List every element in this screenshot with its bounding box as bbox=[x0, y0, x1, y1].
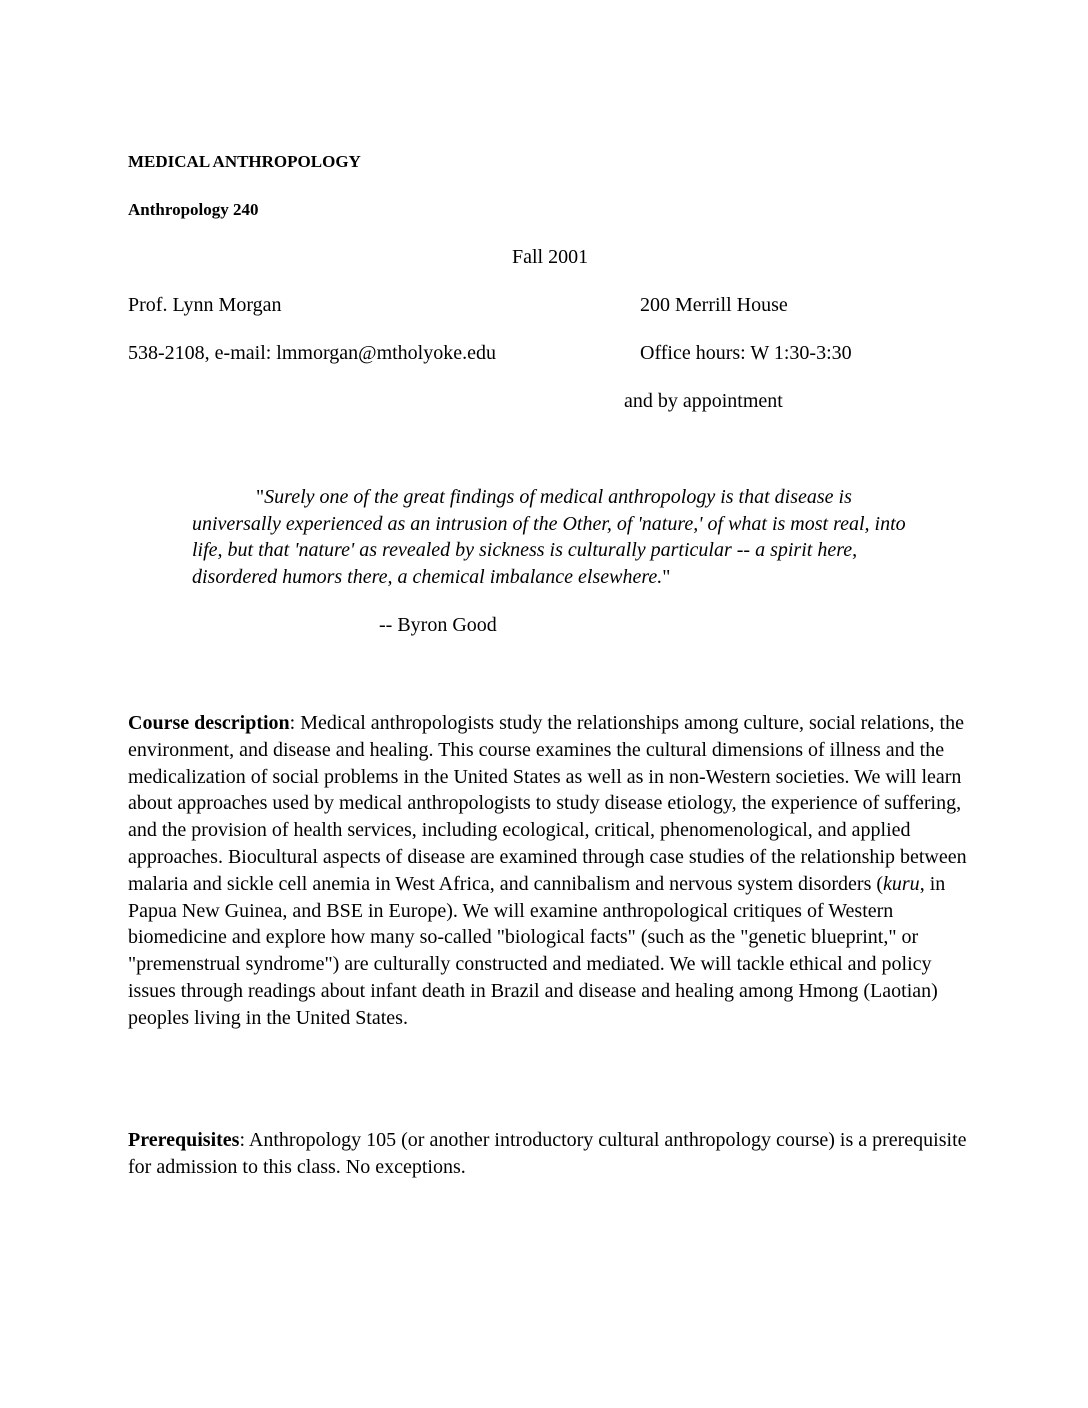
document-title: MEDICAL ANTHROPOLOGY bbox=[128, 152, 361, 171]
prerequisites-label: Prerequisites bbox=[128, 1129, 240, 1151]
phone-email: 538-2108, e-mail: lmmorgan@mtholyoke.edu bbox=[128, 342, 496, 364]
professor-name: Prof. Lynn Morgan bbox=[128, 294, 282, 316]
course-description-label: Course description bbox=[128, 712, 290, 734]
office-hours: Office hours: W 1:30-3:30 bbox=[640, 342, 852, 364]
epigraph-attribution: -- Byron Good bbox=[379, 614, 497, 636]
close-quote: " bbox=[662, 566, 671, 589]
epigraph bbox=[192, 484, 912, 591]
course-number: Anthropology 240 bbox=[128, 200, 259, 219]
course-description-text-1: : Medical anthropologists study the relationships among culture, social relations, the environment, and disease and healing. This course examines the cultural dimensions of illness and the medicalization of social problems in the United States as well as in non-Western societies. We will learn about approaches used by medical anthropologists to study disease etiology, the experience of suffering, and the provision of health services, including ecological, critical, phenomenological, and applied approaches. Biocultural aspects of disease are examined through case studies of the relationship between malaria and sickle cell anemia in West Africa, and cannibalism and nervous system disorders ( bbox=[128, 712, 967, 895]
kuru-term: kuru bbox=[883, 872, 920, 895]
office-location: 200 Merrill House bbox=[640, 294, 788, 316]
term: Fall 2001 bbox=[512, 246, 589, 268]
open-quote: " bbox=[256, 486, 265, 508]
prerequisites-text: : Anthropology 105 (or another introductory cultural anthropology course) is a prerequisite for admission to this class. No exceptions. bbox=[128, 1129, 967, 1178]
epigraph-text: Surely one of the great findings of medical anthropology is that disease is universally experienced as an intrusion of the Other, of 'nature,' of what is most real, into life, but that 'nature' as revealed by sickness is culturally particular -- a spirit here, disordered humors there, a chemical imbalance elsewhere. bbox=[192, 486, 906, 589]
course-description bbox=[128, 710, 968, 1032]
course-description-text-2: , in Papua New Guinea, and BSE in Europe). We will examine anthropological critiques of Western biomedicine and explore how many so-called "biological facts" (such as the "genetic blueprint," or "premenstrual syndrome") are culturally constructed and mediated. We will tackle ethical and policy issues through readings about infant death in Brazil and disease and healing among Hmong (Laotian) peoples living in the United States. bbox=[128, 872, 946, 1029]
prerequisites bbox=[128, 1127, 968, 1181]
appointment-note: and by appointment bbox=[624, 390, 783, 412]
